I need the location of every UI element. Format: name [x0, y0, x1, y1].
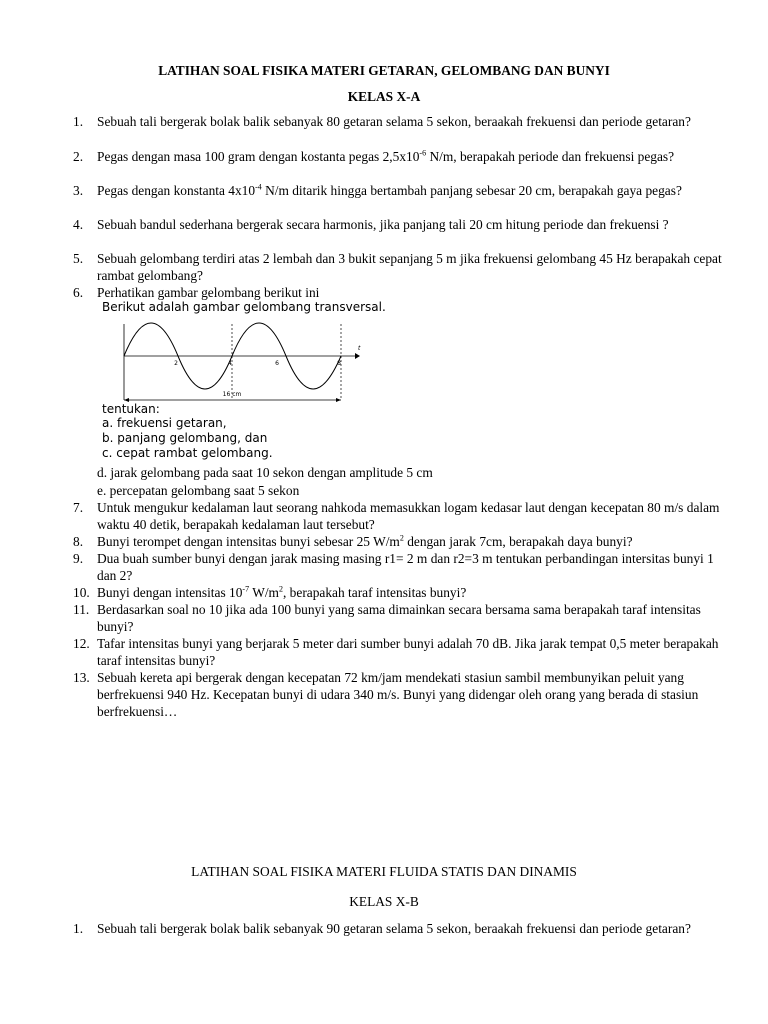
question-number: 3.	[73, 183, 84, 198]
question-number: 7.	[73, 500, 84, 515]
question-text: Bunyi terompet dengan intensitas bunyi sebesar 25 $W/m^2$ dengan jarak 7cm, berapakah daya bunyi?	[97, 533, 633, 549]
question-number: 6.	[73, 285, 84, 300]
question-text: Pegas dengan konstanta $4x10^{-4}$ N/m ditarik hingga bertambah panjang sebesar 20 cm, berapakah gaya pegas?	[97, 182, 682, 198]
question-text: Untuk mengukur kedalaman laut seorang nahkoda memasukkan logam kedasar laut dengan kecepatan 80 m/s dalam waktu 40 detik, berapakah kedalaman laut tersebut?	[97, 500, 720, 532]
question-text: Sebuah tali bergerak bolak balik sebanyak 90 getaran selama 5 sekon, beraakah frekuensi dan periode getaran?	[97, 921, 691, 936]
question-text: Sebuah kereta api bergerak dengan kecepatan 72 km/jam mendekati stasiun sambil membunyikan peluit yang berfrekuensi 940 Hz. Kecepatan bunyi di udara 340 m/s. Bunyi yang didengar oleh orang yang berada di stasiun berfrekuensi…	[97, 670, 699, 719]
question-text: Tafar intensitas bunyi yang berjarak 5 meter dari sumber bunyi adalah 70 dB. Jika jarak tempat 0,5 meter berapakah taraf intensitas bunyi?	[97, 636, 719, 668]
tick-label: 2	[174, 360, 178, 367]
tick-label: 6	[275, 360, 279, 367]
question-number: 4.	[73, 217, 84, 232]
question-text: Sebuah gelombang terdiri atas 2 lembah dan 3 bukit sepanjang 5 m jika frekuensi gelombang 45 Hz berapakah cepat rambat gelombang?	[97, 251, 722, 283]
section-b-class-label: KELAS X-B	[349, 894, 419, 909]
instruction-text: tentukan:	[102, 402, 160, 416]
question-text: Pegas dengan masa 100 gram dengan kostanta pegas $2,5x10^{-6}$ N/m, berapakah periode dan frekuensi pegas?	[97, 148, 675, 164]
dimension-arrow-right	[336, 398, 341, 402]
section-a-title: LATIHAN SOAL FISIKA MATERI GETARAN, GELOMBANG DAN BUNYI	[158, 63, 610, 78]
sub-question-d: d. jarak gelombang pada saat 10 sekon dengan amplitude 5 cm	[97, 465, 433, 480]
tick-label: 4	[228, 360, 232, 367]
question-number: 10.	[73, 585, 90, 600]
section-b-title: LATIHAN SOAL FISIKA MATERI FLUIDA STATIS DAN DINAMIS	[191, 864, 577, 879]
question-number: 2.	[73, 149, 84, 164]
question-number: 12.	[73, 636, 90, 651]
section-a-class-label: KELAS X-A	[347, 89, 421, 104]
question-text: Sebuah bandul sederhana bergerak secara harmonis, jika panjang tali 20 cm hitung periode dan frekuensi ?	[97, 217, 669, 232]
axis-label: t	[358, 345, 361, 352]
question-number: 1.	[73, 921, 84, 936]
question-text: Dua buah sumber bunyi dengan jarak masing masing r1= 2 m dan r2=3 m tentukan perbandingan intersitas bunyi 1 dan 2?	[97, 551, 714, 583]
question-number: 1.	[73, 114, 84, 129]
question-number: 13.	[73, 670, 90, 685]
question-text: Perhatikan gambar gelombang berikut ini	[97, 285, 320, 300]
question-number: 5.	[73, 251, 84, 266]
sub-question-c: c. cepat rambat gelombang.	[102, 446, 273, 460]
sub-question-e: e. percepatan gelombang saat 5 sekon	[97, 483, 300, 498]
figure-caption: Berikut adalah gambar gelombang transversal.	[102, 300, 386, 314]
time-axis-arrowhead	[355, 353, 360, 359]
length-label: 16 cm	[222, 391, 242, 398]
question-text: Sebuah tali bergerak bolak balik sebanyak 80 getaran selama 5 sekon, beraakah frekuensi dan periode getaran?	[97, 114, 691, 129]
sub-question-a: a. frekuensi getaran,	[102, 416, 227, 430]
question-number: 8.	[73, 534, 84, 549]
question-text: Bunyi dengan intensitas $10^{-7}$ $W/m^2$, berapakah taraf intensitas bunyi?	[97, 584, 467, 600]
transverse-wave-figure	[115, 320, 365, 404]
question-number: 11.	[73, 602, 90, 617]
tick-label: 8	[337, 360, 341, 367]
sub-question-b: b. panjang gelombang, dan	[102, 431, 268, 445]
question-number: 9.	[73, 551, 84, 566]
question-text: Berdasarkan soal no 10 jika ada 100 bunyi yang sama dimainkan secara bersama sama berapakah taraf intensitas bunyi?	[97, 602, 701, 634]
